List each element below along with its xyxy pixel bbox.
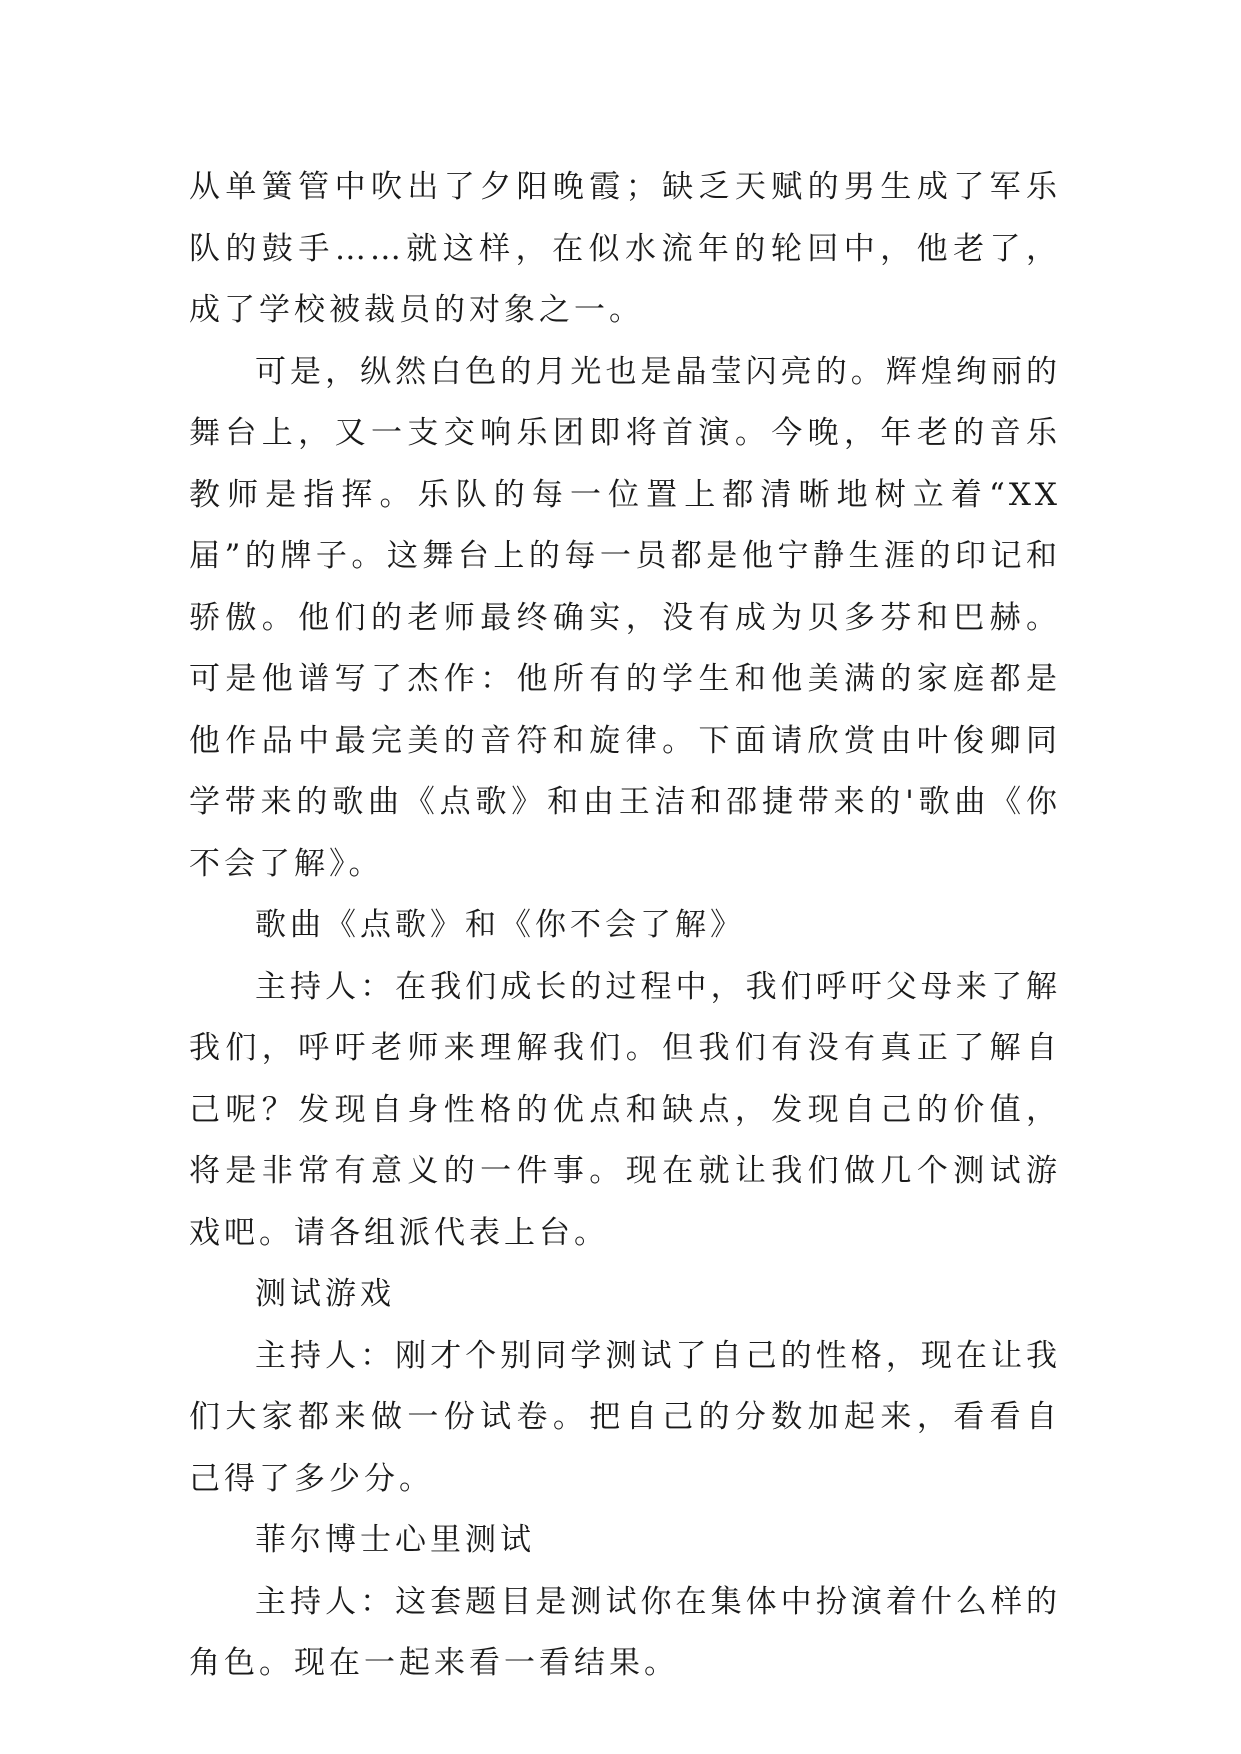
document-body [189, 157, 1061, 1695]
program-item-songs: 歌曲《点歌》和《你不会了解》 [255, 907, 745, 943]
paragraph-host-results: 主持人：这套题目是测试你在集体中扮演着什么样的角色。现在一起来看一看结果。 [189, 1583, 1061, 1681]
paragraph-continuation: 从单簧管中吹出了夕阳晚霞；缺乏天赋的男生成了军乐队的鼓手……就这样，在似水流年的轮回中，他老了，成了学校被裁员的对象之一。 [189, 169, 1061, 328]
paragraph-host-self-understanding: 主持人：在我们成长的过程中，我们呼吁父母来了解我们，呼吁老师来理解我们。但我们有没有真正了解自己呢？发现自身性格的优点和缺点，发现自己的价值，将是非常有意义的一件事。现在就让我们做几个测试游戏吧。请各组派代表上台。 [189, 968, 1061, 1251]
paragraph-moonlight: 可是，纵然白色的月光也是晶莹闪亮的。辉煌绚丽的舞台上，又一支交响乐团即将首演。今晚，年老的音乐教师是指挥。乐队的每一位置上都清晰地树立着“XX届”的牌子。这舞台上的每一员都是他宁静生涯的印记和骄傲。他们的老师最终确实，没有成为贝多芬和巴赫。可是他谱写了杰作：他所有的学生和他美满的家庭都是他作品中最完美的音符和旋律。下面请欣赏由叶俊卿同学带来的歌曲《点歌》和由王洁和邵捷带来的'歌曲《你不会了解》。 [189, 353, 1061, 882]
program-item-phil-test: 菲尔博士心里测试 [255, 1522, 535, 1558]
paragraph-host-quiz: 主持人：刚才个别同学测试了自己的性格，现在让我们大家都来做一份试卷。把自己的分数加起来，看看自己得了多少分。 [189, 1337, 1061, 1497]
program-item-test-game: 测试游戏 [255, 1276, 395, 1312]
